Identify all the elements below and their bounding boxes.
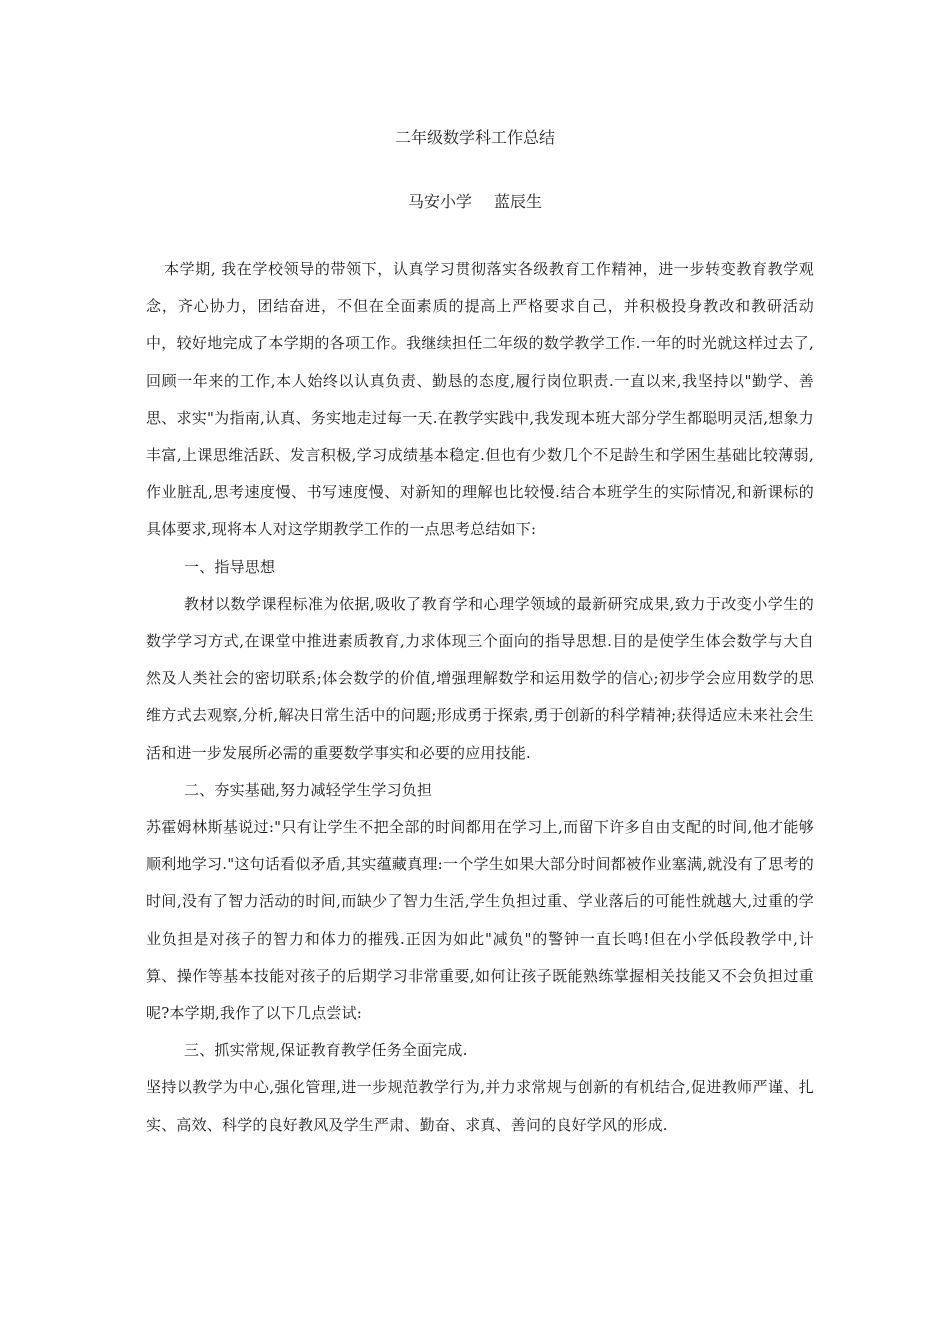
document-body <box>146 251 814 1144</box>
intro-paragraph: 本学期, 我在学校领导的带领下，认真学习贯彻落实各级教育工作精神，进一步转变教育教学观念，齐心协力，团结奋进，不但在全面素质的提高上严格要求自己，并积极投身教改和教研活动中，较好地完成了本学期的各项工作。我继续担任二年级的数学教学工作.一年的时光就这样过去了,回顾一年来的工作,本人始终以认真负责、勤恳的态度,履行岗位职责.一直以来,我坚持以"勤学、善思、求实"为指南,认真、务实地走过每一天.在教学实践中,我发现本班大部分学生都聪明灵活,想象力丰富,上课思维活跃、发言积极,学习成绩基本稳定.但也有少数几个不足龄生和学困生基础比较薄弱,作业脏乱,思考速度慢、书写速度慢、对新知的理解也比较慢.结合本班学生的实际情况,和新课标的具体要求,现将本人对这学期教学工作的一点思考总结如下: <box>146 260 814 539</box>
author-line <box>0 190 950 214</box>
section-heading-3: 三、抓实常规,保证教育教学任务全面完成. <box>184 1041 468 1060</box>
section-3-paragraph: 坚持以教学为中心,强化管理,进一步规范教学行为,并力求常规与创新的有机结合,促进教师严谨、扎实、高效、科学的良好教风及学生严肃、勤奋、求真、善问的良好学风的形成. <box>146 1078 814 1134</box>
section-heading-2: 二、夯实基础,努力减轻学生学习负担 <box>184 780 433 799</box>
author-name: 蓝辰生 <box>494 192 543 211</box>
section-2-paragraph: 苏霍姆林斯基说过:"只有让学生不把全部的时间都用在学习上,而留下许多自由支配的时间,他才能够顺利地学习."这句话看似矛盾,其实蕴藏真理:一个学生如果大部分时间都被作业塞满,就没有了思考的时间,没有了智力活动的时间,而缺少了智力生活,学生负担过重、学业落后的可能性就越大,过重的学业负担是对孩子的智力和体力的摧残.正因为如此"减负"的警钟一直长鸣!但在小学低段教学中,计算、操作等基本技能对孩子的后期学习非常重要,如何让孩子既能熟练掌握相关技能又不会负担过重呢?本学期,我作了以下几点尝试: <box>146 818 814 1023</box>
section-heading-1: 一、指导思想 <box>184 557 276 576</box>
section-1-paragraph: 教材以数学课程标准为依据,吸收了教育学和心理学领域的最新研究成果,致力于改变小学生的数学学习方式,在课堂中推进素质教育,力求体现三个面向的指导思想.目的是使学生体会数学与大自然及人类社会的密切联系;体会数学的价值,增强理解数学和运用数学的信心;初步学会应用数学的思维方式去观察,分析,解决日常生活中的问题;形成勇于探索,勇于创新的科学精神;获得适应未来社会生活和进一步发展所必需的重要数学事实和必要的应用技能. <box>146 594 814 762</box>
school-name: 马安小学 <box>407 192 472 211</box>
document-title: 二年级数学科工作总结 <box>394 128 555 147</box>
